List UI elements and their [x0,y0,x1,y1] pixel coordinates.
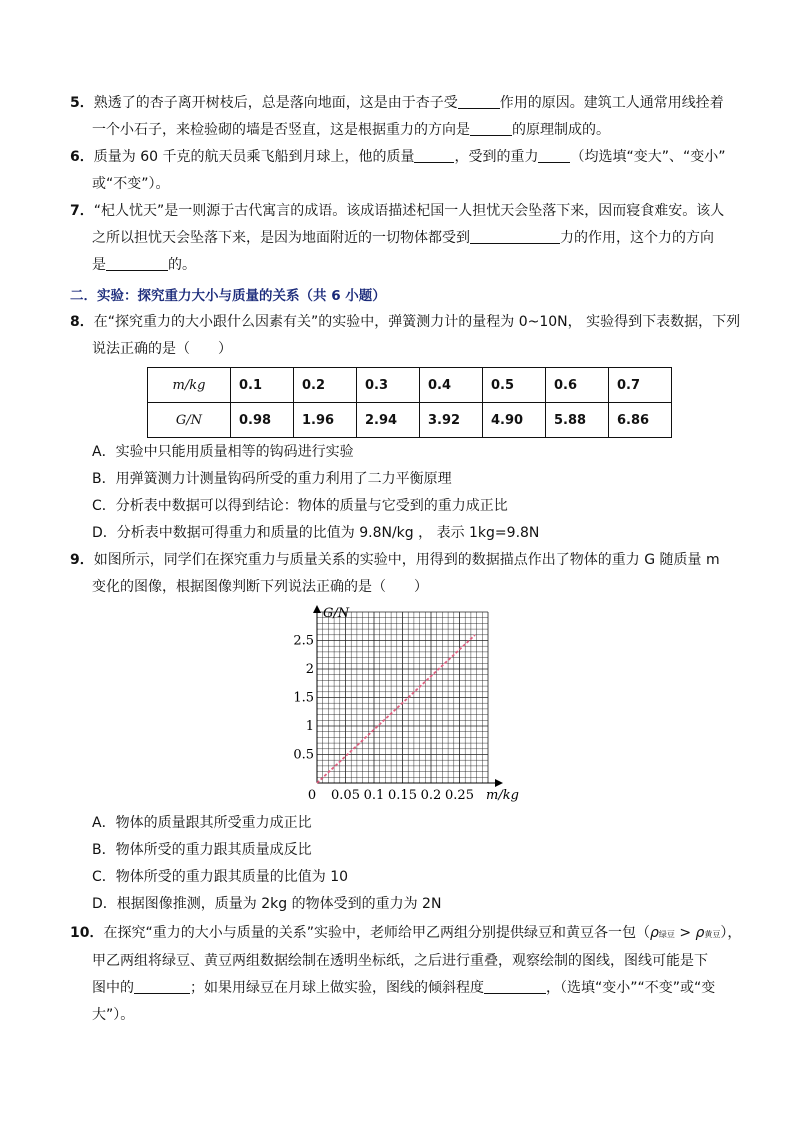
question-9 [70,547,750,601]
table-cell: 0.6 [546,368,609,403]
answer-blank[interactable] [484,979,546,994]
y-axis-label: G/N [323,606,350,621]
question-number: 10． [70,925,104,941]
question-text: 的原理制成的。 [512,122,610,138]
x-tick-label: 0.05 [331,788,360,803]
question-text: ；如果用绿豆在月球上做实验，图线的倾斜程度 [190,980,484,996]
question-text: 图中的 [92,980,134,996]
answer-blank[interactable] [134,979,190,994]
question-text: 作用的原因。建筑工人通常用线拴着 [499,95,724,111]
y-tick-label: 2 [305,662,314,677]
graph-grid [317,612,488,783]
y-tick-label: 2.5 [293,633,314,649]
option-b[interactable]: B．物体所受的重力跟其质量成反比 [92,842,312,858]
table-cell: 6.86 [609,403,672,438]
question-text: 如图所示，同学们在探究重力与质量关系的实验中，用得到的数据描点作出了物体的重力 G 随质量 m [93,552,720,568]
question-number: 9． [70,552,94,568]
table-cell: 0.4 [420,368,483,403]
answer-blank[interactable] [538,148,570,163]
gravity-mass-graph [290,603,520,803]
question-10 [70,920,760,1029]
table-row [148,403,672,438]
table-header-cell: m/kg [148,368,231,403]
x-axis-label: m/kg [486,788,519,803]
option-c[interactable]: C．物体所受的重力跟其质量的比值为 10 [92,869,349,885]
table-cell: 1.96 [294,403,357,438]
table-header-cell: G/N [148,403,231,438]
answer-blank[interactable] [458,94,500,109]
option-a[interactable]: A．实验中只能用质量相等的钩码进行实验 [92,444,354,460]
option-d[interactable]: D．分析表中数据可得重力和质量的比值为 9.8N/kg ， 表示 1kg=9.8N [92,525,540,541]
table-cell: 3.92 [420,403,483,438]
x-tick-label: 0.1 [363,788,385,803]
question-7 [70,198,750,279]
question-text: 在“探究重力的大小跟什么因素有关”的实验中，弹簧测力计的量程为 0~10N， 实验得到下表数据，下列 [93,314,741,330]
data-table [147,367,672,438]
table-cell: 0.3 [357,368,420,403]
question-text: 熟透了的杏子离开树枝后，总是落向地面，这是由于杏子受 [93,95,458,111]
table-cell: 0.1 [231,368,294,403]
answer-blank[interactable] [414,148,454,163]
section-heading: 二．实验：探究重力大小与质量的关系（共 6 小题） [70,288,386,304]
y-tick-label: 1.5 [293,690,314,706]
question-text: 在探究“重力的大小与质量的关系”实验中，老师给甲乙两组分别提供绿豆和黄豆各一包（ [103,925,650,941]
table-cell: 0.2 [294,368,357,403]
option-c[interactable]: C．分析表中数据可以得到结论：物体的质量与它受到的重力成正比 [92,498,508,514]
table-cell: 0.7 [609,368,672,403]
question-text: 或“不变”）。 [92,176,170,192]
answer-blank[interactable] [470,121,512,136]
question-number: 6． [70,149,94,165]
table-cell: 5.88 [546,403,609,438]
question-text: 甲乙两组将绿豆、黄豆两组数据绘制在透明坐标纸，之后进行重叠，观察绘制的图线，图线可能是下 [92,953,708,969]
question-text: 一个小石子，来检验砌的墙是否竖直，这是根据重力的方向是 [92,122,470,138]
question-5 [70,90,750,144]
question-text: 力的作用，这个力的方向 [560,230,714,246]
question-text: ）， [720,925,742,941]
question-text: 说法正确的是（ ） [92,341,232,357]
table-cell: 2.94 [357,403,420,438]
question-text: ，（选填“变小”“不变”或“变 [546,980,716,996]
table-cell: 4.90 [483,403,546,438]
question-text: 质量为 60 千克的航天员乘飞船到月球上，他的质量 [93,149,415,165]
table-cell: 0.98 [231,403,294,438]
x-tick-label: 0.25 [445,788,474,803]
question-text: 变化的图像，根据图像判断下列说法正确的是（ ） [92,579,428,595]
answer-blank[interactable] [106,256,168,271]
question-text: 大”）。 [92,1007,135,1023]
question-text: ，受到的重力 [454,149,539,165]
question-text: 的。 [168,257,196,273]
option-b[interactable]: B．用弹簧测力计测量钩码所受的重力利用了二力平衡原理 [92,471,452,487]
option-a[interactable]: A．物体的质量跟其所受重力成正比 [92,815,312,831]
density-comparison: ρ绿豆 > ρ黄豆 [650,925,721,941]
question-text: 之所以担忧天会坠落下来，是因为地面附近的一切物体都受到 [92,230,470,246]
x-tick-label: 0.2 [420,788,442,803]
y-tick-label: 0.5 [293,747,314,763]
question-6 [70,144,750,198]
x-axis-arrow [495,779,503,787]
table-row [148,368,672,403]
option-d[interactable]: D．根据图像推测，质量为 2kg 的物体受到的重力为 2N [92,896,442,912]
question-text: （均选填“变大”、“变小” [570,149,726,165]
y-axis-arrow [313,605,321,613]
question-text: 是 [92,257,106,273]
table-cell: 0.5 [483,368,546,403]
y-tick-label: 1 [305,719,314,734]
origin-label: 0 [307,788,317,803]
question-number: 8． [70,314,94,330]
question-number: 5． [70,95,94,111]
answer-blank[interactable] [470,229,560,244]
question-text: “杞人忧天”是一则源于古代寓言的成语。该成语描述杞国一人担忧天会坠落下来，因而寝食难安。该人 [93,203,725,219]
question-8 [70,309,750,363]
x-tick-label: 0.15 [388,788,417,803]
question-number: 7． [70,203,94,219]
